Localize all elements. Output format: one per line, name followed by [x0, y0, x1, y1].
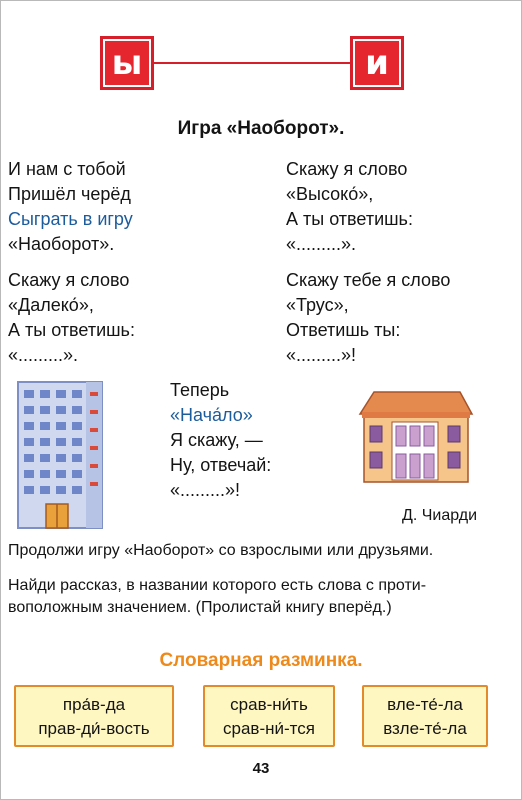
letter-i-badge: [350, 36, 404, 90]
task-text-line: воположным значением. (Пролистай книгу вперёд.): [8, 599, 392, 616]
page-number: 43: [252, 760, 270, 777]
poem-stanza-2: [286, 157, 413, 257]
poem-line: Скажу я слово: [8, 270, 130, 290]
word-line: взле-те́-ла: [383, 719, 467, 738]
poem-line: «Трус»,: [286, 295, 349, 315]
poem-line: «.........»!: [286, 345, 357, 365]
poem-line: А ты ответишь:: [8, 320, 135, 340]
poem-stanza-5: [170, 378, 271, 503]
word-box-vletela: [362, 685, 488, 747]
task-find-story: [8, 575, 426, 619]
poem-line: «Далеко́»,: [8, 295, 94, 315]
word-box-sravnit: [203, 685, 335, 747]
word-line: срав-ни́-тся: [223, 719, 315, 738]
poem-line: «Наоборот».: [8, 234, 115, 254]
letter-y: ы: [105, 41, 149, 85]
poem-line: «Высоко́»,: [286, 184, 374, 204]
poem-line: «.........».: [8, 345, 79, 365]
task-text-line: Продолжи игру «Наоборот» со взрослыми или друзьями.: [8, 542, 434, 559]
tall-building-illustration: [16, 380, 104, 530]
letter-y-badge: [100, 36, 154, 90]
word-box-pravda: [14, 685, 174, 747]
poem-line: Скажу я слово: [286, 159, 408, 179]
word-line: срав-ни́ть: [230, 695, 308, 714]
letter-i: и: [355, 41, 399, 85]
word-line: вле-те́-ла: [387, 695, 463, 714]
task-continue-game: [8, 540, 433, 562]
task-text-line: Найди рассказ, в названии которого есть слова с проти-: [8, 577, 427, 594]
poem-line: «.........»!: [170, 480, 241, 500]
poem-line: Ну, отвечай:: [170, 455, 272, 475]
poem-line: Теперь: [170, 380, 230, 400]
poem-line: Скажу тебе я слово: [286, 270, 451, 290]
poem-line: Пришёл черёд: [8, 184, 131, 204]
poem-line: Ответишь ты:: [286, 320, 401, 340]
house-illustration: [356, 384, 474, 484]
poem-stanza-3: [8, 268, 135, 368]
poem-author: Д. Чиарди: [402, 507, 478, 524]
poem-line: «Нача́ло»: [170, 405, 253, 425]
poem-stanza-1: [8, 157, 133, 257]
poem-line: «.........».: [286, 234, 357, 254]
poem-line: Я скажу, —: [170, 430, 263, 450]
vocabulary-warmup-title: Словарная разминка.: [159, 650, 363, 671]
letter-connector-line: [154, 62, 350, 64]
poem-line: И нам с тобой: [8, 159, 126, 179]
poem-stanza-4: [286, 268, 450, 368]
word-line: пра́в-да: [62, 695, 126, 714]
page-title: Игра «Наоборот».: [177, 118, 345, 139]
word-line: прав-ди́-вость: [38, 719, 150, 738]
poem-line: Сыграть в игру: [8, 209, 133, 229]
poem-line: А ты ответишь:: [286, 209, 413, 229]
